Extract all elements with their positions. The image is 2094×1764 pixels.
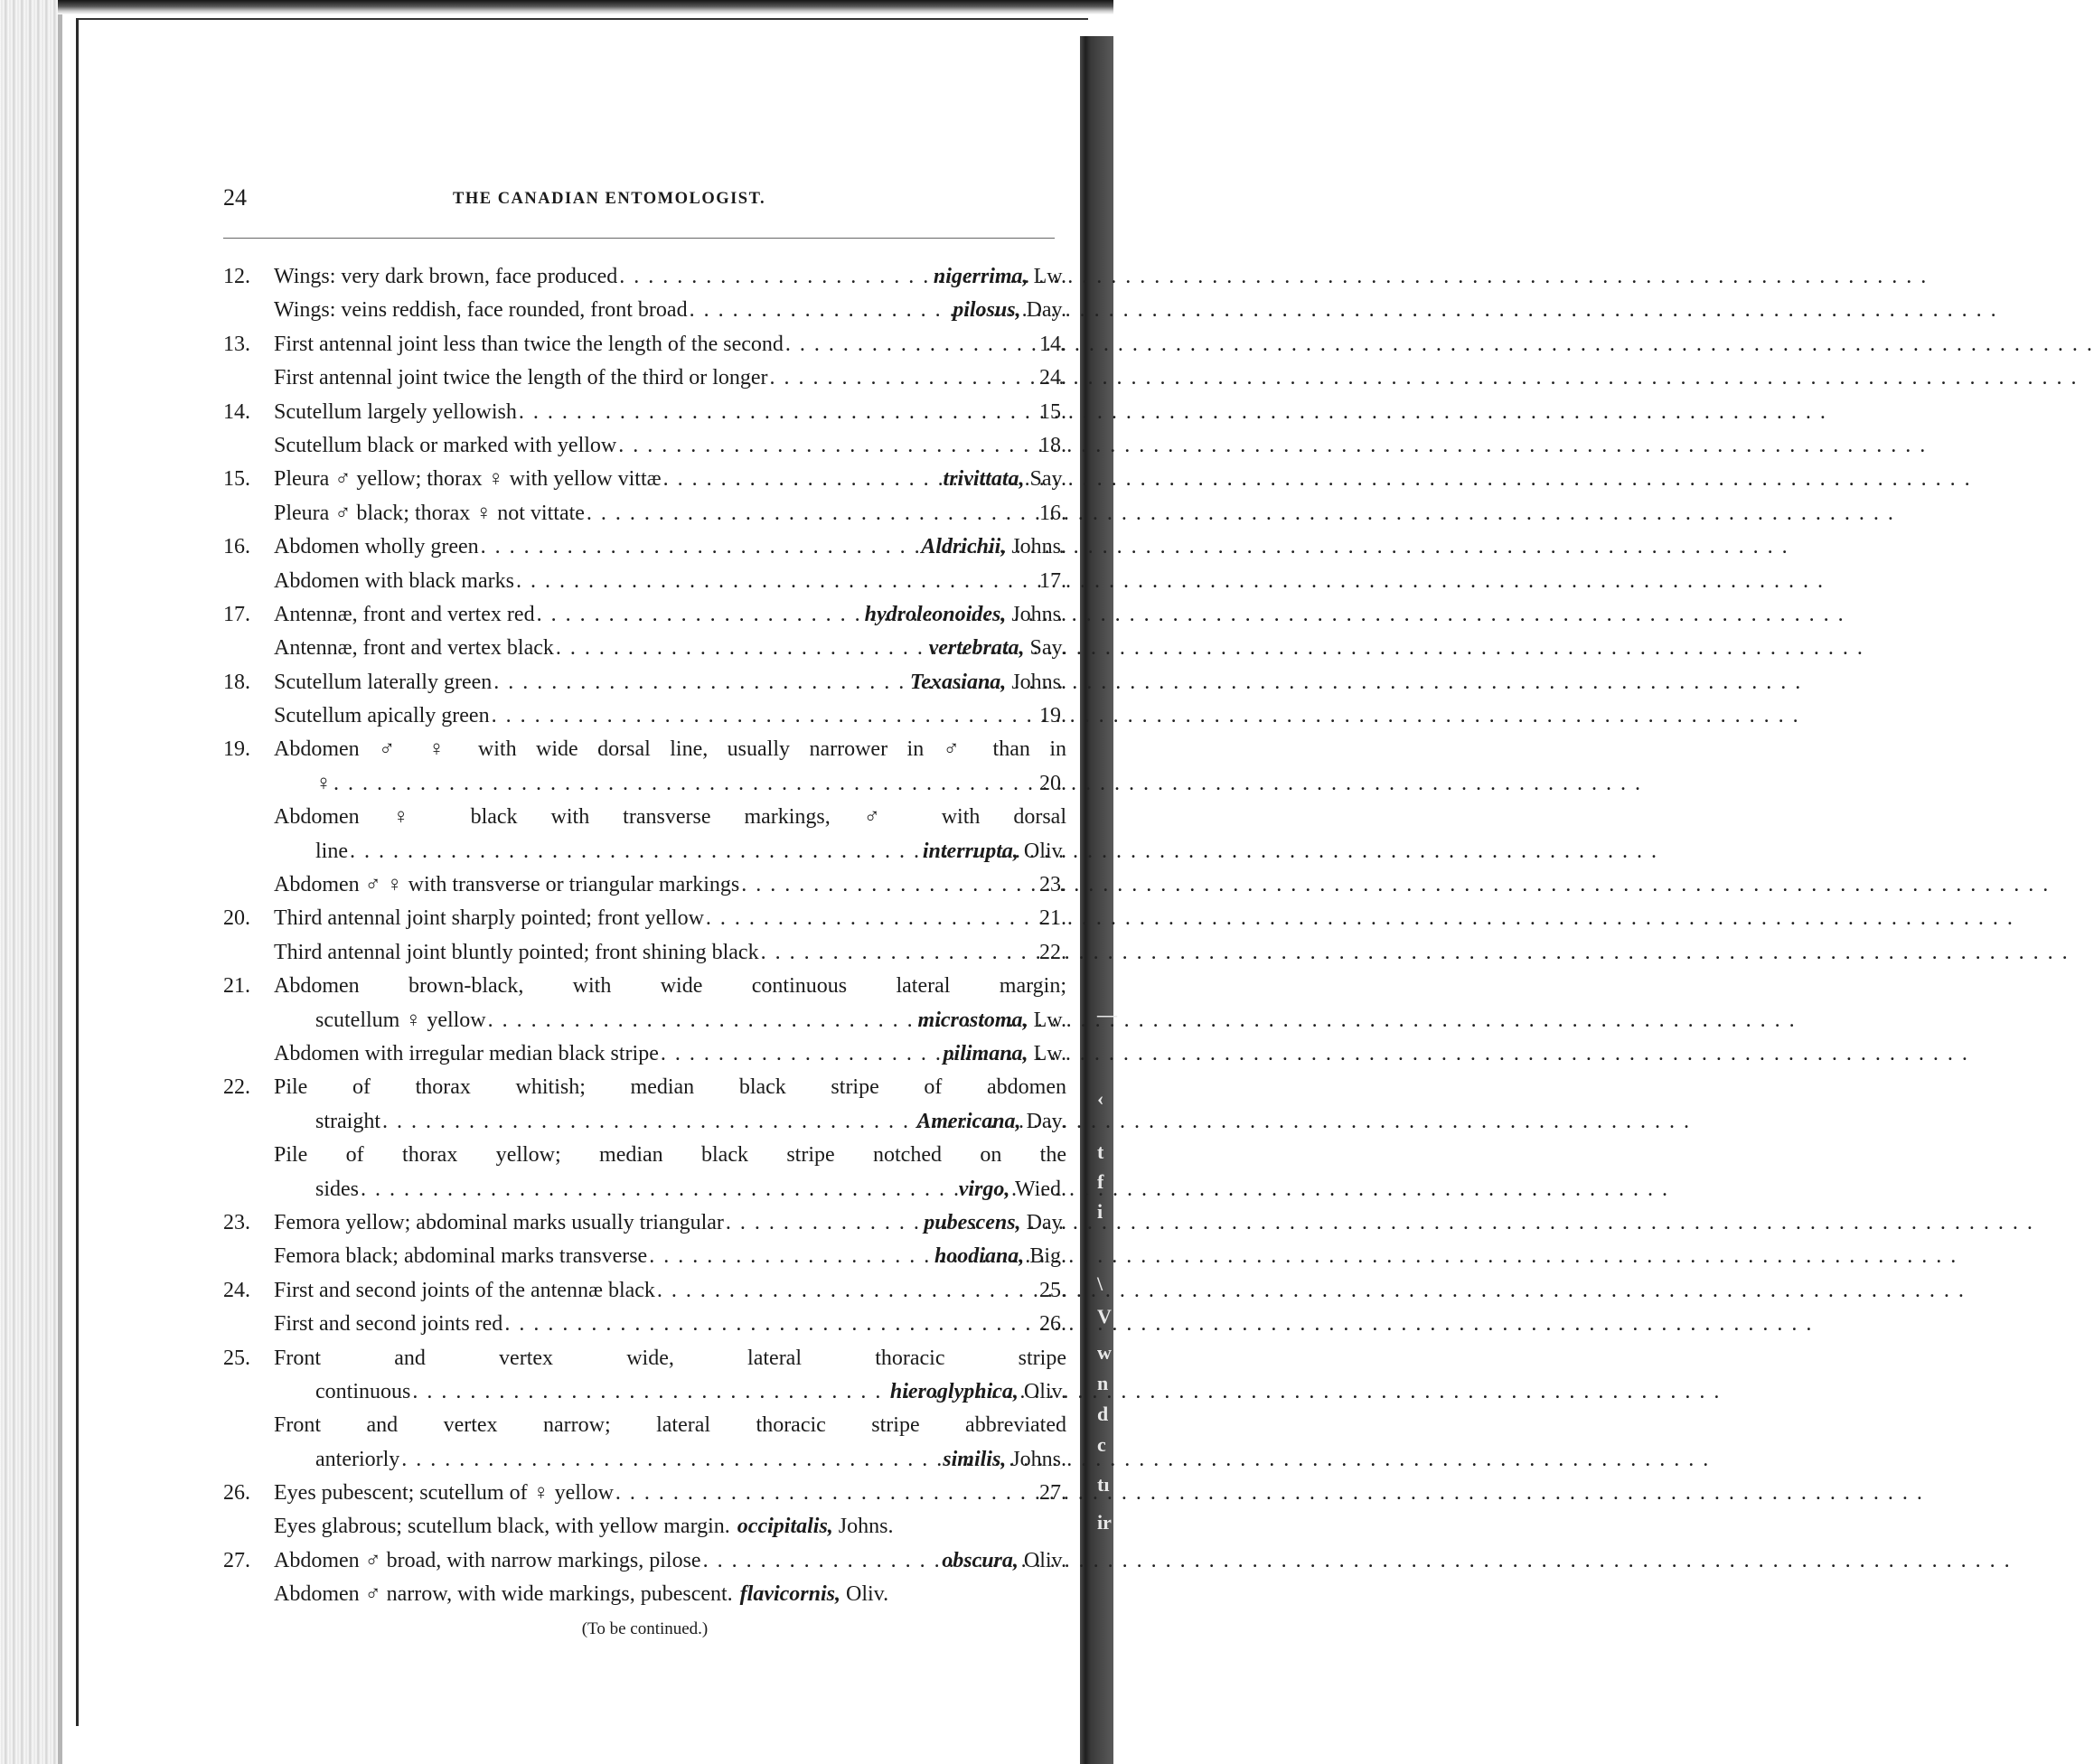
bleed-char: c: [1097, 1433, 1106, 1456]
couplet-text: Third antennal joint sharply pointed; front yellow: [274, 906, 704, 931]
species-result: [953, 294, 1066, 327]
couplet-reference: 15.: [1039, 399, 1066, 424]
couplet-body: [274, 868, 1066, 902]
key-line: [223, 260, 1066, 294]
species-name: obscura,: [942, 1548, 1019, 1572]
dot-leader: [619, 260, 932, 294]
couplet-body: [315, 767, 1066, 801]
couplet-text: Abdomen with irregular median black stripe: [274, 1041, 659, 1065]
header-rule: [223, 238, 1055, 239]
species-name: vertebrata,: [928, 636, 1025, 661]
species-author: Oliv.: [846, 1582, 889, 1607]
species-name: nigerrima,: [933, 265, 1028, 288]
species-result: [959, 1173, 1066, 1206]
bleed-char: tı: [1097, 1473, 1110, 1496]
dot-leader: [690, 294, 952, 327]
species-name: pubescens,: [924, 1210, 1021, 1234]
continuation-text: continuous: [315, 1379, 411, 1403]
couplet-reference: 14.: [1039, 332, 1066, 356]
key-line: [223, 1071, 1066, 1104]
species-name: hoodiana,: [934, 1244, 1025, 1269]
dot-leader: [537, 598, 863, 632]
page-number: 24: [223, 184, 247, 211]
couplet-reference: 27.: [1039, 1481, 1066, 1506]
key-line: [223, 1173, 1066, 1206]
species-author: Lw.: [1033, 1041, 1066, 1065]
couplet-body: [274, 361, 1066, 395]
continuation-text: line: [315, 839, 348, 863]
dot-leader: [350, 835, 921, 868]
couplet-text: Abdomen ♂ narrow, with wide markings, pubescent.: [274, 1582, 733, 1607]
key-line: [223, 1578, 1066, 1611]
species-result: [918, 1004, 1066, 1037]
couplet-body: [274, 530, 1066, 564]
couplet-reference: 17.: [1039, 568, 1066, 593]
couplet-number: 12.: [223, 265, 250, 288]
couplet-text: Antennæ, front and vertex black: [274, 636, 554, 661]
key-line: [223, 1308, 1066, 1341]
species-author: Johns.: [838, 1515, 894, 1539]
species-name: flavicornis,: [739, 1582, 840, 1607]
species-author: Day.: [1026, 298, 1066, 323]
species-result: [944, 463, 1066, 496]
key-line: [223, 1510, 1066, 1544]
couplet-number: 18.: [223, 670, 250, 694]
couplet-body: [274, 260, 1066, 294]
couplet-body: [274, 463, 1066, 496]
species-result: [916, 1105, 1066, 1139]
couplet-body: [274, 598, 1066, 632]
couplet-reference: 16.: [1039, 501, 1066, 525]
key-line: [223, 666, 1066, 699]
bleed-char: f: [1097, 1170, 1104, 1193]
key-line: [223, 767, 1066, 801]
dot-leader: [785, 328, 1038, 361]
key-line: [223, 565, 1066, 598]
couplet-text: Abdomen ♀ black with transverse markings, ♂ with dorsal: [274, 805, 1066, 830]
dot-leader: [519, 396, 1038, 429]
dot-leader: [333, 767, 1038, 801]
dot-leader: [661, 1037, 942, 1071]
couplet-body: [315, 835, 1066, 868]
couplet-text: First and second joints of the antennæ black: [274, 1278, 655, 1302]
species-name: interrupta,: [922, 839, 1019, 863]
species-name: microstoma,: [917, 1008, 1028, 1032]
species-author: Johns.: [1011, 535, 1066, 559]
couplet-body: [274, 1308, 1066, 1341]
dot-leader: [556, 632, 927, 665]
species-result: [865, 598, 1066, 632]
couplet-reference: 25.: [1039, 1278, 1066, 1302]
key-line: [223, 429, 1066, 463]
couplet-text: Abdomen ♂ ♀ with wide dorsal line, usually narrower in ♂ than in: [274, 737, 1066, 762]
species-result: [890, 1375, 1066, 1409]
bleed-char: —: [1097, 1003, 1117, 1026]
couplet-number: 22.: [223, 1075, 250, 1100]
species-name: occipitalis,: [737, 1515, 833, 1539]
species-name: Aldrichii,: [921, 535, 1007, 559]
key-line: [223, 1105, 1066, 1139]
key-line: [223, 1443, 1066, 1477]
dot-leader: [504, 1308, 1038, 1341]
species-author: Wied.: [1014, 1177, 1066, 1201]
couplet-text: First antennal joint less than twice the length of the second: [274, 332, 784, 356]
couplet-text: Scutellum black or marked with yellow: [274, 433, 617, 457]
couplet-text: Third antennal joint bluntly pointed; front shining black: [274, 940, 759, 964]
key-line: [223, 970, 1066, 1003]
couplet-text: Abdomen brown-black, with wide continuous lateral margin;: [274, 974, 1066, 999]
species-name: hieroglyphica,: [889, 1379, 1019, 1403]
couplet-text: Pleura ♂ black; thorax ♀ not vittate: [274, 501, 585, 525]
couplet-number: 16.: [223, 535, 250, 559]
couplet-text: Front and vertex wide, lateral thoracic stripe: [274, 1346, 1066, 1370]
couplet-body: [274, 1510, 1066, 1544]
couplet-reference: 21.: [1039, 906, 1066, 931]
couplet-text: Femora yellow; abdominal marks usually triangular: [274, 1210, 724, 1234]
couplet-text: Pile of thorax yellow; median black stripe notched on the: [274, 1143, 1066, 1168]
couplet-number: 21.: [223, 974, 250, 999]
dot-leader: [412, 1375, 888, 1409]
binding-shadow: [58, 0, 62, 1764]
couplet-body: [274, 699, 1066, 733]
continuation-text: ♀: [315, 771, 332, 795]
bleed-char: V: [1097, 1305, 1112, 1328]
dot-leader: [703, 1544, 941, 1578]
couplet-text: Scutellum laterally green: [274, 670, 493, 694]
couplet-body: [274, 1544, 1066, 1578]
couplet-text: Antennæ, front and vertex red: [274, 602, 535, 626]
couplet-text: Abdomen ♂ ♀ with transverse or triangular markings: [274, 873, 740, 897]
couplet-text: Eyes glabrous; scutellum black, with yellow margin.: [274, 1515, 730, 1539]
couplet-number: 26.: [223, 1481, 250, 1506]
species-result: [944, 1037, 1066, 1071]
dot-leader: [493, 666, 908, 699]
scan-top-edge: [58, 0, 1113, 14]
species-author: Say.: [1029, 467, 1066, 492]
continuation-text: straight: [315, 1109, 380, 1133]
species-result: [943, 1443, 1066, 1477]
couplet-reference: 19.: [1039, 704, 1066, 728]
bleed-char: t: [1097, 1140, 1104, 1163]
couplet-body: [274, 1477, 1066, 1510]
species-name: pilosus,: [953, 298, 1021, 323]
couplet-body: [274, 1578, 1066, 1611]
dot-leader: [761, 936, 1038, 970]
couplet-number: 14.: [223, 399, 250, 424]
couplet-body: [315, 1173, 1066, 1206]
species-author: Day.: [1026, 1109, 1066, 1133]
identification-key: [223, 260, 1066, 1646]
continued-line: [223, 1612, 1066, 1646]
couplet-body: [274, 1206, 1066, 1240]
species-result: [934, 260, 1066, 294]
couplet-number: 17.: [223, 602, 250, 626]
couplet-number: 19.: [223, 737, 250, 762]
continuation-text: scutellum ♀ yellow: [315, 1008, 486, 1032]
dot-leader: [382, 1105, 915, 1139]
species-author: Johns.: [1011, 602, 1066, 626]
dot-leader: [663, 463, 942, 496]
key-line: [223, 835, 1066, 868]
bleed-char: i: [1097, 1200, 1103, 1223]
couplet-body: [274, 801, 1066, 834]
species-result: [910, 666, 1066, 699]
key-line: [223, 801, 1066, 834]
species-result: [929, 632, 1066, 665]
couplet-body: [274, 396, 1066, 429]
couplet-number: 13.: [223, 332, 250, 356]
dot-leader: [726, 1206, 922, 1240]
couplet-body: [274, 733, 1066, 766]
species-author: Oliv.: [1023, 1379, 1066, 1403]
species-author: Day.: [1026, 1210, 1066, 1234]
bleed-char: w: [1097, 1341, 1112, 1364]
dot-leader: [615, 1477, 1038, 1510]
dot-leader: [492, 699, 1038, 733]
species-name: hydroleonoides,: [864, 602, 1007, 626]
dot-leader: [361, 1173, 957, 1206]
couplet-body: [274, 1342, 1066, 1375]
key-line: [223, 936, 1066, 970]
page-top-border: [76, 18, 1088, 20]
species-name: Americana,: [916, 1109, 1021, 1133]
key-line: [223, 1139, 1066, 1172]
couplet-reference: 23.: [1039, 873, 1066, 897]
dot-leader: [587, 497, 1038, 530]
species-result: [740, 1578, 888, 1611]
couplet-number: 23.: [223, 1210, 250, 1234]
couplet-body: [274, 429, 1066, 463]
dot-leader: [481, 530, 920, 564]
key-line: [223, 396, 1066, 429]
couplet-body: [274, 1409, 1066, 1442]
species-result: [924, 1206, 1066, 1240]
continued-note: (To be continued.): [581, 1619, 709, 1638]
couplet-text: Femora black; abdominal marks transverse: [274, 1244, 648, 1269]
couplet-text: Pleura ♂ yellow; thorax ♀ with yellow vittæ: [274, 467, 662, 492]
species-author: Oliv.: [1023, 839, 1066, 863]
couplet-body: [274, 1037, 1066, 1071]
key-line: [223, 1375, 1066, 1409]
couplet-body: [315, 1375, 1066, 1409]
running-head: [223, 184, 1066, 215]
species-result: [921, 530, 1066, 564]
species-author: Lw.: [1033, 265, 1066, 288]
dot-leader: [516, 565, 1038, 598]
couplet-reference: 18.: [1039, 433, 1066, 457]
couplet-text: Abdomen with black marks: [274, 568, 514, 593]
key-line: [223, 328, 1066, 361]
couplet-text: Front and vertex narrow; lateral thoracic stripe abbreviated: [274, 1413, 1066, 1438]
dot-leader: [649, 1240, 933, 1273]
key-line: [223, 699, 1066, 733]
couplet-body: [274, 666, 1066, 699]
key-line: [223, 868, 1066, 902]
species-author: Johns.: [1011, 670, 1066, 694]
dot-leader: [706, 902, 1038, 935]
species-name: virgo,: [958, 1177, 1010, 1201]
bleed-char: n: [1097, 1372, 1109, 1394]
couplet-body: [274, 1240, 1066, 1273]
species-name: pilimana,: [943, 1041, 1028, 1065]
dot-leader: [488, 1004, 916, 1037]
couplet-text: Pile of thorax whitish; median black stripe of abdomen: [274, 1075, 1066, 1100]
page-binding: [0, 0, 58, 1764]
key-line: [223, 1342, 1066, 1375]
key-line: [223, 1544, 1066, 1578]
species-name: similis,: [943, 1447, 1007, 1471]
key-line: [223, 463, 1066, 496]
dot-leader: [770, 361, 1038, 395]
page-left-border: [76, 18, 79, 1726]
couplet-text: Scutellum apically green: [274, 704, 490, 728]
couplet-body: [274, 632, 1066, 665]
couplet-body: [274, 328, 1066, 361]
couplet-number: 27.: [223, 1548, 250, 1572]
key-line: [223, 497, 1066, 530]
couplet-body: [315, 1004, 1066, 1037]
key-line: [223, 1206, 1066, 1240]
bleed-char: \: [1097, 1272, 1103, 1295]
key-line: [223, 294, 1066, 327]
key-line: [223, 1409, 1066, 1442]
couplet-number: 15.: [223, 467, 250, 492]
couplet-body: [274, 294, 1066, 327]
key-line: [223, 361, 1066, 395]
species-author: Say.: [1029, 636, 1066, 661]
key-line: [223, 530, 1066, 564]
dot-leader: [618, 429, 1038, 463]
dot-leader: [741, 868, 1038, 902]
species-name: Texasiana,: [909, 670, 1007, 694]
dot-leader: [657, 1274, 1038, 1308]
couplet-text: First antennal joint twice the length of the third or longer: [274, 366, 768, 390]
bleed-char: d: [1097, 1403, 1109, 1425]
couplet-body: [274, 497, 1066, 530]
species-result: [942, 1544, 1066, 1578]
couplet-body: [274, 970, 1066, 1003]
species-result: [737, 1510, 894, 1544]
species-result: [923, 835, 1066, 868]
couplet-reference: 20.: [1039, 771, 1066, 795]
couplet-number: 20.: [223, 906, 250, 931]
journal-title: THE CANADIAN ENTOMOLOGIST.: [453, 190, 766, 208]
species-author: Johns.: [1011, 1447, 1066, 1471]
bleed-char: ‹: [1097, 1087, 1104, 1110]
key-line: [223, 1240, 1066, 1273]
couplet-number: 25.: [223, 1346, 250, 1370]
species-author: Oliv.: [1023, 1548, 1066, 1572]
couplet-text: First and second joints red: [274, 1312, 503, 1337]
key-line: [223, 632, 1066, 665]
couplet-reference: 26.: [1039, 1312, 1066, 1337]
couplet-text: Wings: veins reddish, face rounded, front broad: [274, 298, 688, 323]
couplet-body: [274, 902, 1066, 935]
species-author: Lw.: [1033, 1008, 1066, 1032]
bleed-char: ir: [1097, 1511, 1112, 1534]
couplet-text: Abdomen ♂ broad, with narrow markings, pilose: [274, 1548, 701, 1572]
continuation-text: sides: [315, 1177, 359, 1201]
key-line: [223, 598, 1066, 632]
key-line: [223, 733, 1066, 766]
couplet-text: Scutellum largely yellowish: [274, 399, 517, 424]
key-line: [223, 1477, 1066, 1510]
dot-leader: [401, 1443, 941, 1477]
couplet-body: [274, 1071, 1066, 1104]
couplet-body: [274, 565, 1066, 598]
species-author: Big.: [1029, 1244, 1066, 1269]
couplet-body: [274, 1274, 1066, 1308]
species-result: [934, 1240, 1066, 1273]
couplet-number: 24.: [223, 1278, 250, 1302]
couplet-body: [274, 936, 1066, 970]
couplet-text: Abdomen wholly green: [274, 535, 479, 559]
continuation-text: anteriorly: [315, 1447, 400, 1471]
couplet-text: Eyes pubescent; scutellum of ♀ yellow: [274, 1481, 614, 1506]
couplet-reference: 24.: [1039, 366, 1066, 390]
key-line: [223, 1037, 1066, 1071]
couplet-body: [315, 1105, 1066, 1139]
key-line: [223, 902, 1066, 935]
couplet-body: [274, 1139, 1066, 1172]
couplet-text: Wings: very dark brown, face produced: [274, 265, 618, 288]
couplet-body: [315, 1443, 1066, 1477]
key-line: [223, 1274, 1066, 1308]
couplet-reference: 22.: [1039, 940, 1066, 964]
key-line: [223, 1004, 1066, 1037]
species-name: trivittata,: [943, 467, 1025, 492]
